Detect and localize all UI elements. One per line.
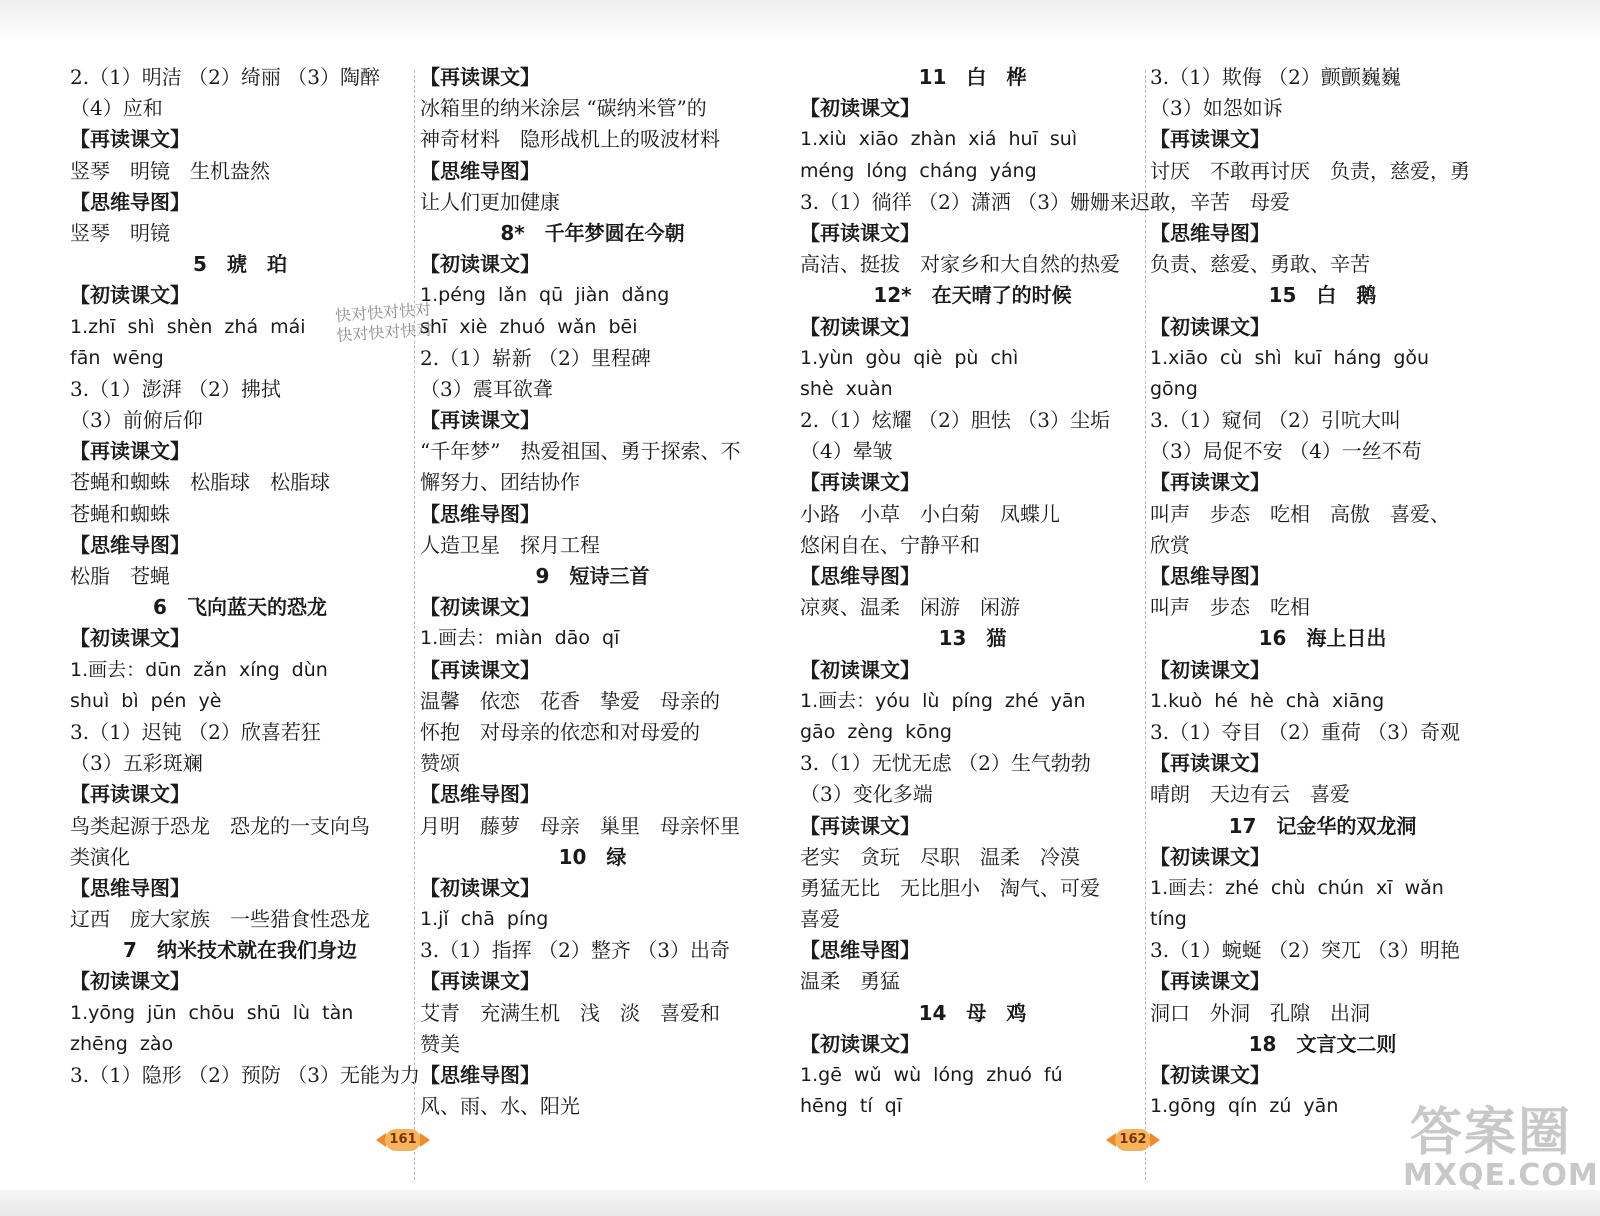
answer-line: 叫声 步态 吃相: [1150, 595, 1310, 620]
pinyin-answer: fān wēng: [70, 346, 164, 369]
answer-line: 鸟类起源于恐龙 恐龙的一支向鸟: [70, 813, 370, 838]
answer-line: 3.（1）澎湃 （2）拂拭: [70, 376, 281, 401]
pinyin-answer: 1.gē wǔ wù lóng zhuó fú: [800, 1064, 1063, 1086]
answer-line: 勇猛无比 无比胆小 淘气、可爱: [800, 875, 1100, 900]
answer-line: 3.（1）无忧无虑 （2）生气勃勃: [800, 751, 1091, 776]
section-heading: 【初读课文】: [70, 283, 190, 308]
answer-line: 赞美: [420, 1031, 460, 1056]
answer-line: 苍蝇和蜘蛛: [70, 501, 170, 526]
answer-line: 3.（1）迟钝 （2）欣喜若狂: [70, 719, 321, 744]
section-heading: 【再读课文】: [420, 657, 540, 682]
pinyin-answer: 1.kuò hé hè chà xiāng: [1150, 689, 1385, 712]
section-heading: 【再读课文】: [420, 65, 540, 89]
section-heading: 【思维导图】: [420, 782, 540, 807]
lesson-title: 9 短诗三首: [535, 564, 650, 588]
answer-line: 3.（1）蜿蜒 （2）突兀 （3）明艳: [1150, 938, 1460, 963]
lesson-title: 5 琥 珀: [193, 252, 287, 277]
section-heading: 【再读课文】: [800, 813, 920, 838]
lesson-title: 15 白 鹅: [1268, 283, 1377, 308]
lesson-title: 14 母 鸡: [918, 1000, 1027, 1025]
page-badge-wing-icon: [1150, 1133, 1160, 1147]
answer-line: 赞颂: [420, 751, 460, 776]
section-heading: 【思维导图】: [420, 1063, 540, 1087]
answer-line: 懈努力、团结协作: [420, 470, 580, 495]
answer-line: 3.（1）隐形 （2）预防 （3）无能为力: [70, 1063, 420, 1087]
lesson-title: 12* 在天晴了的时候: [873, 283, 1072, 308]
answer-line: （3）五彩斑斓: [70, 751, 203, 776]
answer-line: 苍蝇和蜘蛛 松脂球 松脂球: [70, 470, 330, 495]
pinyin-answer: shī xiè zhuó wǎn bēi: [420, 315, 638, 338]
lesson-title: 6 飞向蓝天的恐龙: [153, 595, 327, 620]
answer-line: 讨厌 不敢再讨厌 负责，慈爱，勇: [1150, 158, 1470, 183]
lesson-title: 18 文言文二则: [1248, 1031, 1397, 1056]
column-divider: [414, 70, 415, 1180]
answer-column-2: [420, 62, 765, 1122]
answer-line: 凉爽、温柔 闲游 闲游: [800, 595, 1020, 620]
section-heading: 【初读课文】: [1150, 844, 1270, 869]
site-watermark: [1395, 1090, 1599, 1200]
watermark-url-text: MXQE.COM: [1403, 1158, 1599, 1193]
answer-line: 负责、慈爱、勇敢、辛苦: [1150, 252, 1370, 277]
answer-line: （3）震耳欲聋: [420, 376, 553, 401]
answer-line: 老实 贪玩 尽职 温柔 冷漠: [800, 844, 1080, 869]
section-heading: 【初读课文】: [70, 969, 190, 994]
answer-line: “千年梦” 热爱祖国、勇于探索、不: [420, 439, 741, 464]
page-number-text: 161: [389, 1132, 417, 1147]
section-heading: 【初读课文】: [420, 875, 540, 900]
section-heading: 【初读课文】: [1150, 314, 1270, 339]
answer-line: （3）局促不安 （4）一丝不苟: [1150, 439, 1422, 464]
section-heading: 【初读课文】: [800, 96, 920, 121]
section-heading: 【初读课文】: [1150, 1063, 1270, 1087]
answer-line: （3）如怨如诉: [1150, 96, 1283, 121]
pinyin-answer: 1.xiāo cù shì kuī háng gǒu: [1150, 346, 1430, 369]
lesson-title: 16 海上日出: [1258, 626, 1387, 651]
answer-line: 晴朗 天边有云 喜爱: [1150, 782, 1350, 807]
answer-line: 竖琴 明镜: [70, 220, 170, 245]
section-heading: 【再读课文】: [1150, 751, 1270, 776]
pinyin-answer: 1.zhī shì shèn zhá mái: [70, 315, 306, 338]
pinyin-answer: hēng tí qī: [800, 1095, 902, 1118]
page-number-left: [378, 1128, 428, 1152]
answer-line: 小路 小草 小白菊 凤蝶儿: [800, 501, 1060, 526]
section-heading: 【思维导图】: [70, 532, 190, 557]
section-heading: 【思维导图】: [800, 938, 920, 963]
pinyin-answer: 1.péng lǎn qū jiàn dǎng: [420, 284, 670, 307]
answer-line: 叫声 步态 吃相 高傲 喜爱、: [1150, 501, 1450, 526]
answer-line: 冰箱里的纳米涂层 “碳纳米管”的: [420, 96, 707, 121]
section-heading: 【初读课文】: [800, 1031, 920, 1056]
page-top-shadow: [0, 0, 1600, 40]
answer-line: 让人们更加健康: [420, 189, 560, 214]
answer-line: 3.（1）徜徉 （2）潇洒 （3）姗姗来迟: [800, 189, 1150, 214]
section-heading: 【思维导图】: [1150, 220, 1270, 245]
pinyin-answer: 1.画去：miàn dāo qī: [420, 627, 620, 650]
section-heading: 【初读课文】: [420, 595, 540, 620]
answer-line: 悠闲自在、宁静平和: [800, 532, 980, 557]
section-heading: 【思维导图】: [70, 875, 190, 900]
answer-line: （4）晕皱: [800, 439, 893, 464]
answer-line: 洞口 外洞 孔隙 出洞: [1150, 1000, 1370, 1025]
pinyin-answer: 1.gōng qín zú yān: [1150, 1095, 1339, 1118]
pinyin-answer: zhēng zào: [70, 1032, 174, 1055]
section-heading: 【再读课文】: [70, 439, 190, 464]
answer-line: 喜爱: [800, 907, 840, 932]
pinyin-answer: tíng: [1150, 908, 1187, 931]
page-number-text: 162: [1119, 1132, 1147, 1147]
section-heading: 【再读课文】: [1150, 470, 1270, 495]
pinyin-answer: shuì bì pén yè: [70, 689, 222, 712]
page-bottom-edge: [0, 1190, 1600, 1216]
answer-line: 辽西 庞大家族 一些猎食性恐龙: [70, 907, 370, 932]
pinyin-answer: shè xuàn: [800, 377, 893, 400]
section-heading: 【初读课文】: [70, 626, 190, 651]
answer-line: （3）变化多端: [800, 782, 933, 807]
lesson-title: 13 猫: [938, 626, 1007, 651]
answer-line: 敢，辛苦 母爱: [1150, 189, 1290, 214]
answer-line: 人造卫星 探月工程: [420, 532, 600, 557]
section-heading: 【初读课文】: [800, 314, 920, 339]
pinyin-answer: gōng: [1150, 377, 1198, 400]
stamp-line: 快对快对快对: [334, 299, 432, 326]
answer-column-1: [70, 62, 420, 1091]
pinyin-answer: 1.画去：yóu lù píng zhé yān: [800, 689, 1086, 712]
pinyin-answer: méng lóng cháng yáng: [800, 159, 1037, 182]
answer-line: 松脂 苍蝇: [70, 564, 170, 588]
answer-line: 欣赏: [1150, 532, 1190, 557]
section-heading: 【再读课文】: [1150, 127, 1270, 152]
answer-line: 类演化: [70, 844, 130, 869]
section-heading: 【思维导图】: [420, 501, 540, 526]
pinyin-answer: 1.jǐ chā píng: [420, 908, 549, 931]
lesson-title: 17 记金华的双龙洞: [1228, 813, 1417, 838]
column-divider: [1145, 70, 1146, 1180]
section-heading: 【再读课文】: [420, 408, 540, 433]
lesson-title: 8* 千年梦圆在今朝: [500, 220, 685, 245]
pinyin-answer: 1.yùn gòu qiè pù chì: [800, 346, 1019, 369]
answer-line: 高洁、挺拔 对家乡和大自然的热爱: [800, 252, 1120, 277]
answer-line: 艾青 充满生机 浅 淡 喜爱和: [420, 1000, 720, 1025]
answer-line: 月明 藤萝 母亲 巢里 母亲怀里: [420, 813, 740, 838]
answer-line: 2.（1）炫耀 （2）胆怯 （3）尘垢: [800, 408, 1110, 433]
section-heading: 【思维导图】: [420, 158, 540, 183]
section-heading: 【再读课文】: [70, 782, 190, 807]
pinyin-answer: 1.xiù xiāo zhàn xiá huī suì: [800, 128, 1078, 151]
page-badge-wing-icon: [420, 1133, 430, 1147]
answer-column-3: [800, 62, 1150, 1122]
answer-line: 2.（1）明洁 （2）绮丽 （3）陶醉: [70, 65, 380, 89]
answer-line: 风、雨、水、阳光: [420, 1094, 580, 1119]
pinyin-answer: 1.画去：zhé chù chún xī wǎn: [1150, 876, 1444, 899]
pinyin-answer: gāo zèng kōng: [800, 720, 952, 743]
answer-line: （4）应和: [70, 96, 163, 121]
answer-line: 神奇材料 隐形战机上的吸波材料: [420, 127, 720, 152]
section-heading: 【再读课文】: [800, 470, 920, 495]
section-heading: 【再读课文】: [1150, 969, 1270, 994]
answer-line: 怀抱 对母亲的依恋和对母爱的: [420, 719, 700, 744]
answer-line: 竖琴 明镜 生机盎然: [70, 158, 270, 183]
answer-line: 3.（1）欺侮 （2）颤颤巍巍: [1150, 65, 1401, 89]
handwritten-stamp: [334, 298, 457, 354]
section-heading: 【再读课文】: [800, 220, 920, 245]
section-heading: 【思维导图】: [70, 189, 190, 214]
section-heading: 【再读课文】: [70, 127, 190, 152]
lesson-title: 7 纳米技术就在我们身边: [123, 938, 357, 963]
answer-column-4: [1150, 62, 1495, 1122]
pinyin-answer: 1.画去：dūn zǎn xíng dùn: [70, 658, 328, 681]
section-heading: 【初读课文】: [800, 657, 920, 682]
section-heading: 【思维导图】: [1150, 564, 1270, 588]
answer-line: 温柔 勇猛: [800, 969, 900, 994]
section-heading: 【初读课文】: [420, 252, 540, 277]
watermark-logo-text: 答案圈: [1410, 1103, 1573, 1163]
section-heading: 【再读课文】: [420, 969, 540, 994]
stamp-line: 快对快对快对: [335, 319, 433, 346]
answer-line: 3.（1）窥伺 （2）引吭大叫: [1150, 408, 1401, 433]
lesson-title: 10 绿: [558, 844, 627, 869]
answer-line: 2.（1）崭新 （2）里程碑: [420, 345, 651, 370]
lesson-title: 11 白 桦: [918, 65, 1027, 89]
answer-line: 3.（1）夺目 （2）重荷 （3）奇观: [1150, 719, 1460, 744]
answer-line: 温馨 依恋 花香 挚爱 母亲的: [420, 688, 720, 713]
section-heading: 【初读课文】: [1150, 657, 1270, 682]
answer-line: （3）前俯后仰: [70, 408, 203, 433]
section-heading: 【思维导图】: [800, 564, 920, 588]
answer-line: 3.（1）指挥 （2）整齐 （3）出奇: [420, 938, 730, 963]
page-number-right: [1108, 1128, 1158, 1152]
pinyin-answer: 1.yōng jūn chōu shū lù tàn: [70, 1001, 354, 1024]
